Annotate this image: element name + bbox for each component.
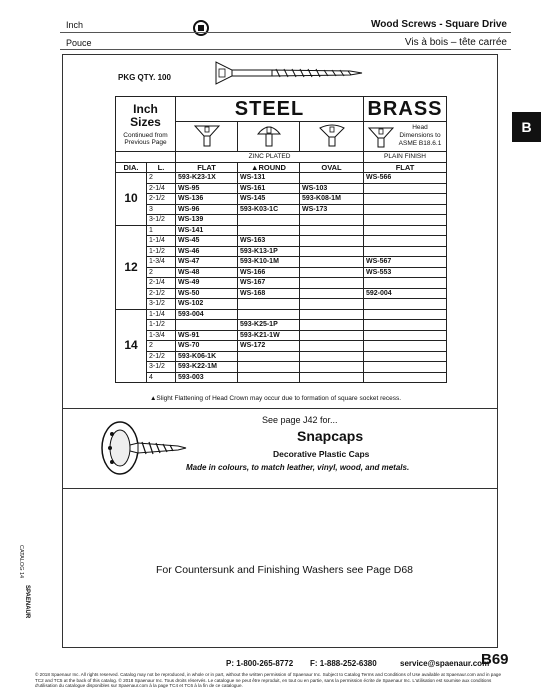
length-cell: 1-1/4 — [147, 236, 176, 247]
table-row — [116, 278, 447, 289]
part-number[interactable] — [364, 183, 447, 194]
part-number[interactable]: WS-131 — [238, 173, 300, 184]
header-title-fr: Vis à bois – tête carrée — [404, 37, 507, 48]
table-row — [116, 194, 447, 205]
part-number[interactable] — [300, 372, 364, 383]
col-brass-flat: FLAT — [364, 162, 447, 173]
part-number[interactable]: WS-46 — [176, 246, 238, 257]
length-cell: 2-1/2 — [147, 194, 176, 205]
part-number[interactable]: WS-103 — [300, 183, 364, 194]
snapcaps-title: Snapcaps — [297, 428, 364, 444]
square-drive-icon — [193, 20, 209, 36]
table-row — [116, 330, 447, 341]
table-row — [116, 372, 447, 383]
part-number[interactable]: WS-553 — [364, 267, 447, 278]
page-number: B69 — [481, 651, 509, 668]
part-number[interactable]: WS-145 — [238, 194, 300, 205]
length-cell: 3-1/2 — [147, 362, 176, 373]
part-number[interactable] — [364, 341, 447, 352]
part-number[interactable]: 593-K13-1P — [238, 246, 300, 257]
part-number[interactable]: WS-136 — [176, 194, 238, 205]
length-cell: 1-1/2 — [147, 246, 176, 257]
part-number[interactable]: 593-K25-1P — [238, 320, 300, 331]
table-row — [116, 299, 447, 310]
part-number[interactable] — [364, 372, 447, 383]
contact-email[interactable]: service@spaenaur.com — [400, 659, 490, 668]
part-number[interactable]: WS-91 — [176, 330, 238, 341]
table-row — [116, 362, 447, 373]
part-number[interactable]: WS-168 — [238, 288, 300, 299]
header-divider-bottom — [60, 49, 511, 50]
part-number[interactable] — [300, 309, 364, 320]
dia-cell: 14 — [116, 309, 147, 383]
part-number[interactable]: WS-173 — [300, 204, 364, 215]
part-number[interactable]: WS-96 — [176, 204, 238, 215]
part-number[interactable] — [364, 362, 447, 373]
table-row — [116, 173, 447, 184]
col-dia: DIA. — [116, 162, 147, 173]
pkg-qty: PKG QTY. 100 — [118, 73, 171, 82]
flat-head-cell — [176, 122, 238, 152]
part-number[interactable]: WS-49 — [176, 278, 238, 289]
part-number[interactable]: WS-95 — [176, 183, 238, 194]
oval-head-cell — [300, 122, 364, 152]
part-number[interactable] — [238, 372, 300, 383]
table-row — [116, 341, 447, 352]
brass-flat-head-icon — [366, 124, 396, 148]
table-row — [116, 351, 447, 362]
part-number[interactable] — [238, 225, 300, 236]
dia-cell: 12 — [116, 225, 147, 309]
part-number[interactable] — [300, 257, 364, 268]
part-number[interactable] — [300, 330, 364, 341]
col-length: L. — [147, 162, 176, 173]
part-number[interactable]: WS-102 — [176, 299, 238, 310]
length-cell: 2-1/4 — [147, 183, 176, 194]
catalog-label: CATALOG 14 — [18, 545, 24, 579]
legal-notice: © 2018 Spaenaur Inc. All rights reserved. Catalog may not be reproduced, in whole or in part, without the written permission of Spaenaur Inc. Subject to Catalog Terms and Conditions of Use available at Spaenaur.com and in page TC2 and TC5 at the back of this catalog. © 2018 Spaenaur Inc. Tous droits réservés. Le catalogue ne peut être reproduit, en tout ou en partie, sans la permission écrite de Spaenaur Inc. L'utilisation est soumise aux conditions d'utilisation du catalogue disponibles sur Spaenaur.com à la page TC4 et TC6 à la fin de ce catalogue. — [35, 672, 502, 689]
washers-reference[interactable]: For Countersunk and Finishing Washers see Page D68 — [156, 564, 413, 576]
part-number[interactable] — [300, 246, 364, 257]
part-number[interactable] — [364, 225, 447, 236]
part-number[interactable] — [364, 351, 447, 362]
inch-sizes-cell — [116, 97, 176, 152]
table-row — [116, 320, 447, 331]
part-number[interactable]: WS-141 — [176, 225, 238, 236]
part-number[interactable]: WS-45 — [176, 236, 238, 247]
part-number[interactable] — [364, 215, 447, 226]
length-cell: 2-1/4 — [147, 278, 176, 289]
col-flat: FLAT — [176, 162, 238, 173]
part-number[interactable]: WS-567 — [364, 257, 447, 268]
part-number[interactable] — [364, 309, 447, 320]
length-cell: 1-1/4 — [147, 309, 176, 320]
part-number[interactable]: 593-003 — [176, 372, 238, 383]
snapcaps-description: Made in colours, to match leather, vinyl, wood, and metals. — [186, 463, 410, 472]
part-number[interactable]: 593-K22-1M — [176, 362, 238, 373]
part-number[interactable] — [364, 299, 447, 310]
part-number[interactable]: WS-47 — [176, 257, 238, 268]
section-divider — [63, 488, 497, 489]
length-cell: 1 — [147, 225, 176, 236]
part-number[interactable]: 593-K06-1K — [176, 351, 238, 362]
header-unit-fr: Pouce — [66, 38, 92, 48]
part-number[interactable] — [364, 246, 447, 257]
brass-head-cell — [364, 122, 447, 152]
part-number[interactable] — [300, 351, 364, 362]
part-number[interactable] — [300, 215, 364, 226]
part-number[interactable]: WS-139 — [176, 215, 238, 226]
part-number[interactable]: 593-K03-1C — [238, 204, 300, 215]
part-number[interactable] — [364, 330, 447, 341]
inch-sizes-title: Inch Sizes — [130, 101, 161, 129]
round-head-icon — [254, 122, 284, 148]
part-number[interactable] — [238, 299, 300, 310]
part-number[interactable]: WS-70 — [176, 341, 238, 352]
snapcaps-see-page[interactable]: See page J42 for... — [262, 415, 338, 425]
part-number[interactable]: 593-K08-1M — [300, 194, 364, 205]
header-title-en: Wood Screws - Square Drive — [371, 19, 507, 30]
length-cell: 1-3/4 — [147, 257, 176, 268]
part-number[interactable] — [238, 351, 300, 362]
part-number[interactable] — [300, 267, 364, 278]
length-cell: 3 — [147, 204, 176, 215]
part-number[interactable] — [176, 320, 238, 331]
part-number[interactable]: WS-161 — [238, 183, 300, 194]
part-number[interactable]: 593-K21-1W — [238, 330, 300, 341]
part-number[interactable] — [364, 204, 447, 215]
col-oval: OVAL — [300, 162, 364, 173]
section-tab[interactable]: B — [512, 112, 541, 142]
header-unit-en: Inch — [66, 20, 84, 30]
table-row — [116, 215, 447, 226]
dia-cell: 10 — [116, 173, 147, 226]
part-number[interactable]: 593-K23-1X — [176, 173, 238, 184]
part-number[interactable]: WS-566 — [364, 173, 447, 184]
brass-title: BRASS — [364, 97, 447, 122]
length-cell: 4 — [147, 372, 176, 383]
col-round: ▲ROUND — [238, 162, 300, 173]
part-number[interactable]: WS-50 — [176, 288, 238, 299]
header-divider — [60, 32, 511, 33]
contact-fax[interactable]: F: 1-888-252-6380 — [310, 659, 377, 668]
table-row — [116, 236, 447, 247]
length-cell: 1-3/4 — [147, 330, 176, 341]
part-number[interactable] — [364, 236, 447, 247]
length-cell: 3-1/2 — [147, 299, 176, 310]
part-number[interactable] — [300, 278, 364, 289]
part-number[interactable] — [364, 320, 447, 331]
part-number[interactable] — [364, 194, 447, 205]
section-divider — [63, 408, 497, 409]
wood-screw-icon — [214, 60, 364, 86]
part-number[interactable] — [238, 309, 300, 320]
part-number[interactable]: 593-K10-1M — [238, 257, 300, 268]
part-number[interactable]: WS-163 — [238, 236, 300, 247]
length-cell: 3-1/2 — [147, 215, 176, 226]
part-number[interactable]: WS-48 — [176, 267, 238, 278]
part-number[interactable] — [300, 225, 364, 236]
table-row — [116, 246, 447, 257]
part-number[interactable]: WS-172 — [238, 341, 300, 352]
length-cell: 2 — [147, 267, 176, 278]
part-number[interactable] — [238, 215, 300, 226]
table-footnote: ▲Slight Flattening of Head Crown may occur due to formation of square socket recess. — [150, 395, 402, 402]
length-cell: 2-1/2 — [147, 351, 176, 362]
table-row — [116, 204, 447, 215]
brand-logo: SPAENAUR — [24, 585, 30, 619]
length-cell: 2 — [147, 173, 176, 184]
table-row — [116, 183, 447, 194]
part-number[interactable]: WS-167 — [238, 278, 300, 289]
length-cell: 2-1/2 — [147, 288, 176, 299]
finish-spacer — [116, 152, 176, 163]
part-number[interactable] — [300, 236, 364, 247]
part-number[interactable] — [300, 362, 364, 373]
part-number[interactable]: WS-166 — [238, 267, 300, 278]
table-row — [116, 267, 447, 278]
length-cell: 1-1/2 — [147, 320, 176, 331]
part-number[interactable] — [364, 278, 447, 289]
continued-note: Continued from Previous Page — [123, 131, 168, 146]
table-row — [116, 288, 447, 299]
part-number[interactable] — [300, 341, 364, 352]
snapcap-screw-icon — [98, 418, 188, 478]
part-number[interactable] — [300, 299, 364, 310]
table-row — [116, 309, 447, 320]
oval-head-icon — [317, 122, 347, 148]
part-number[interactable] — [300, 288, 364, 299]
part-number[interactable]: 592-004 — [364, 288, 447, 299]
snapcaps-subtitle: Decorative Plastic Caps — [273, 449, 370, 459]
contact-phone[interactable]: P: 1-800-265-8772 — [226, 659, 294, 668]
table-row — [116, 225, 447, 236]
part-number[interactable] — [238, 362, 300, 373]
table-row — [116, 257, 447, 268]
round-head-cell — [238, 122, 300, 152]
screw-spec-table — [115, 96, 447, 383]
length-cell: 2 — [147, 341, 176, 352]
part-number[interactable]: 593-004 — [176, 309, 238, 320]
part-number[interactable] — [300, 320, 364, 331]
steel-finish: ZINC PLATED — [176, 152, 364, 163]
steel-title: STEEL — [176, 97, 364, 122]
flat-head-icon — [192, 122, 222, 148]
head-dimensions-note: Head Dimensions to ASME B18.6.1 — [398, 124, 442, 147]
brass-finish: PLAIN FINISH — [364, 152, 447, 163]
part-number[interactable] — [300, 173, 364, 184]
